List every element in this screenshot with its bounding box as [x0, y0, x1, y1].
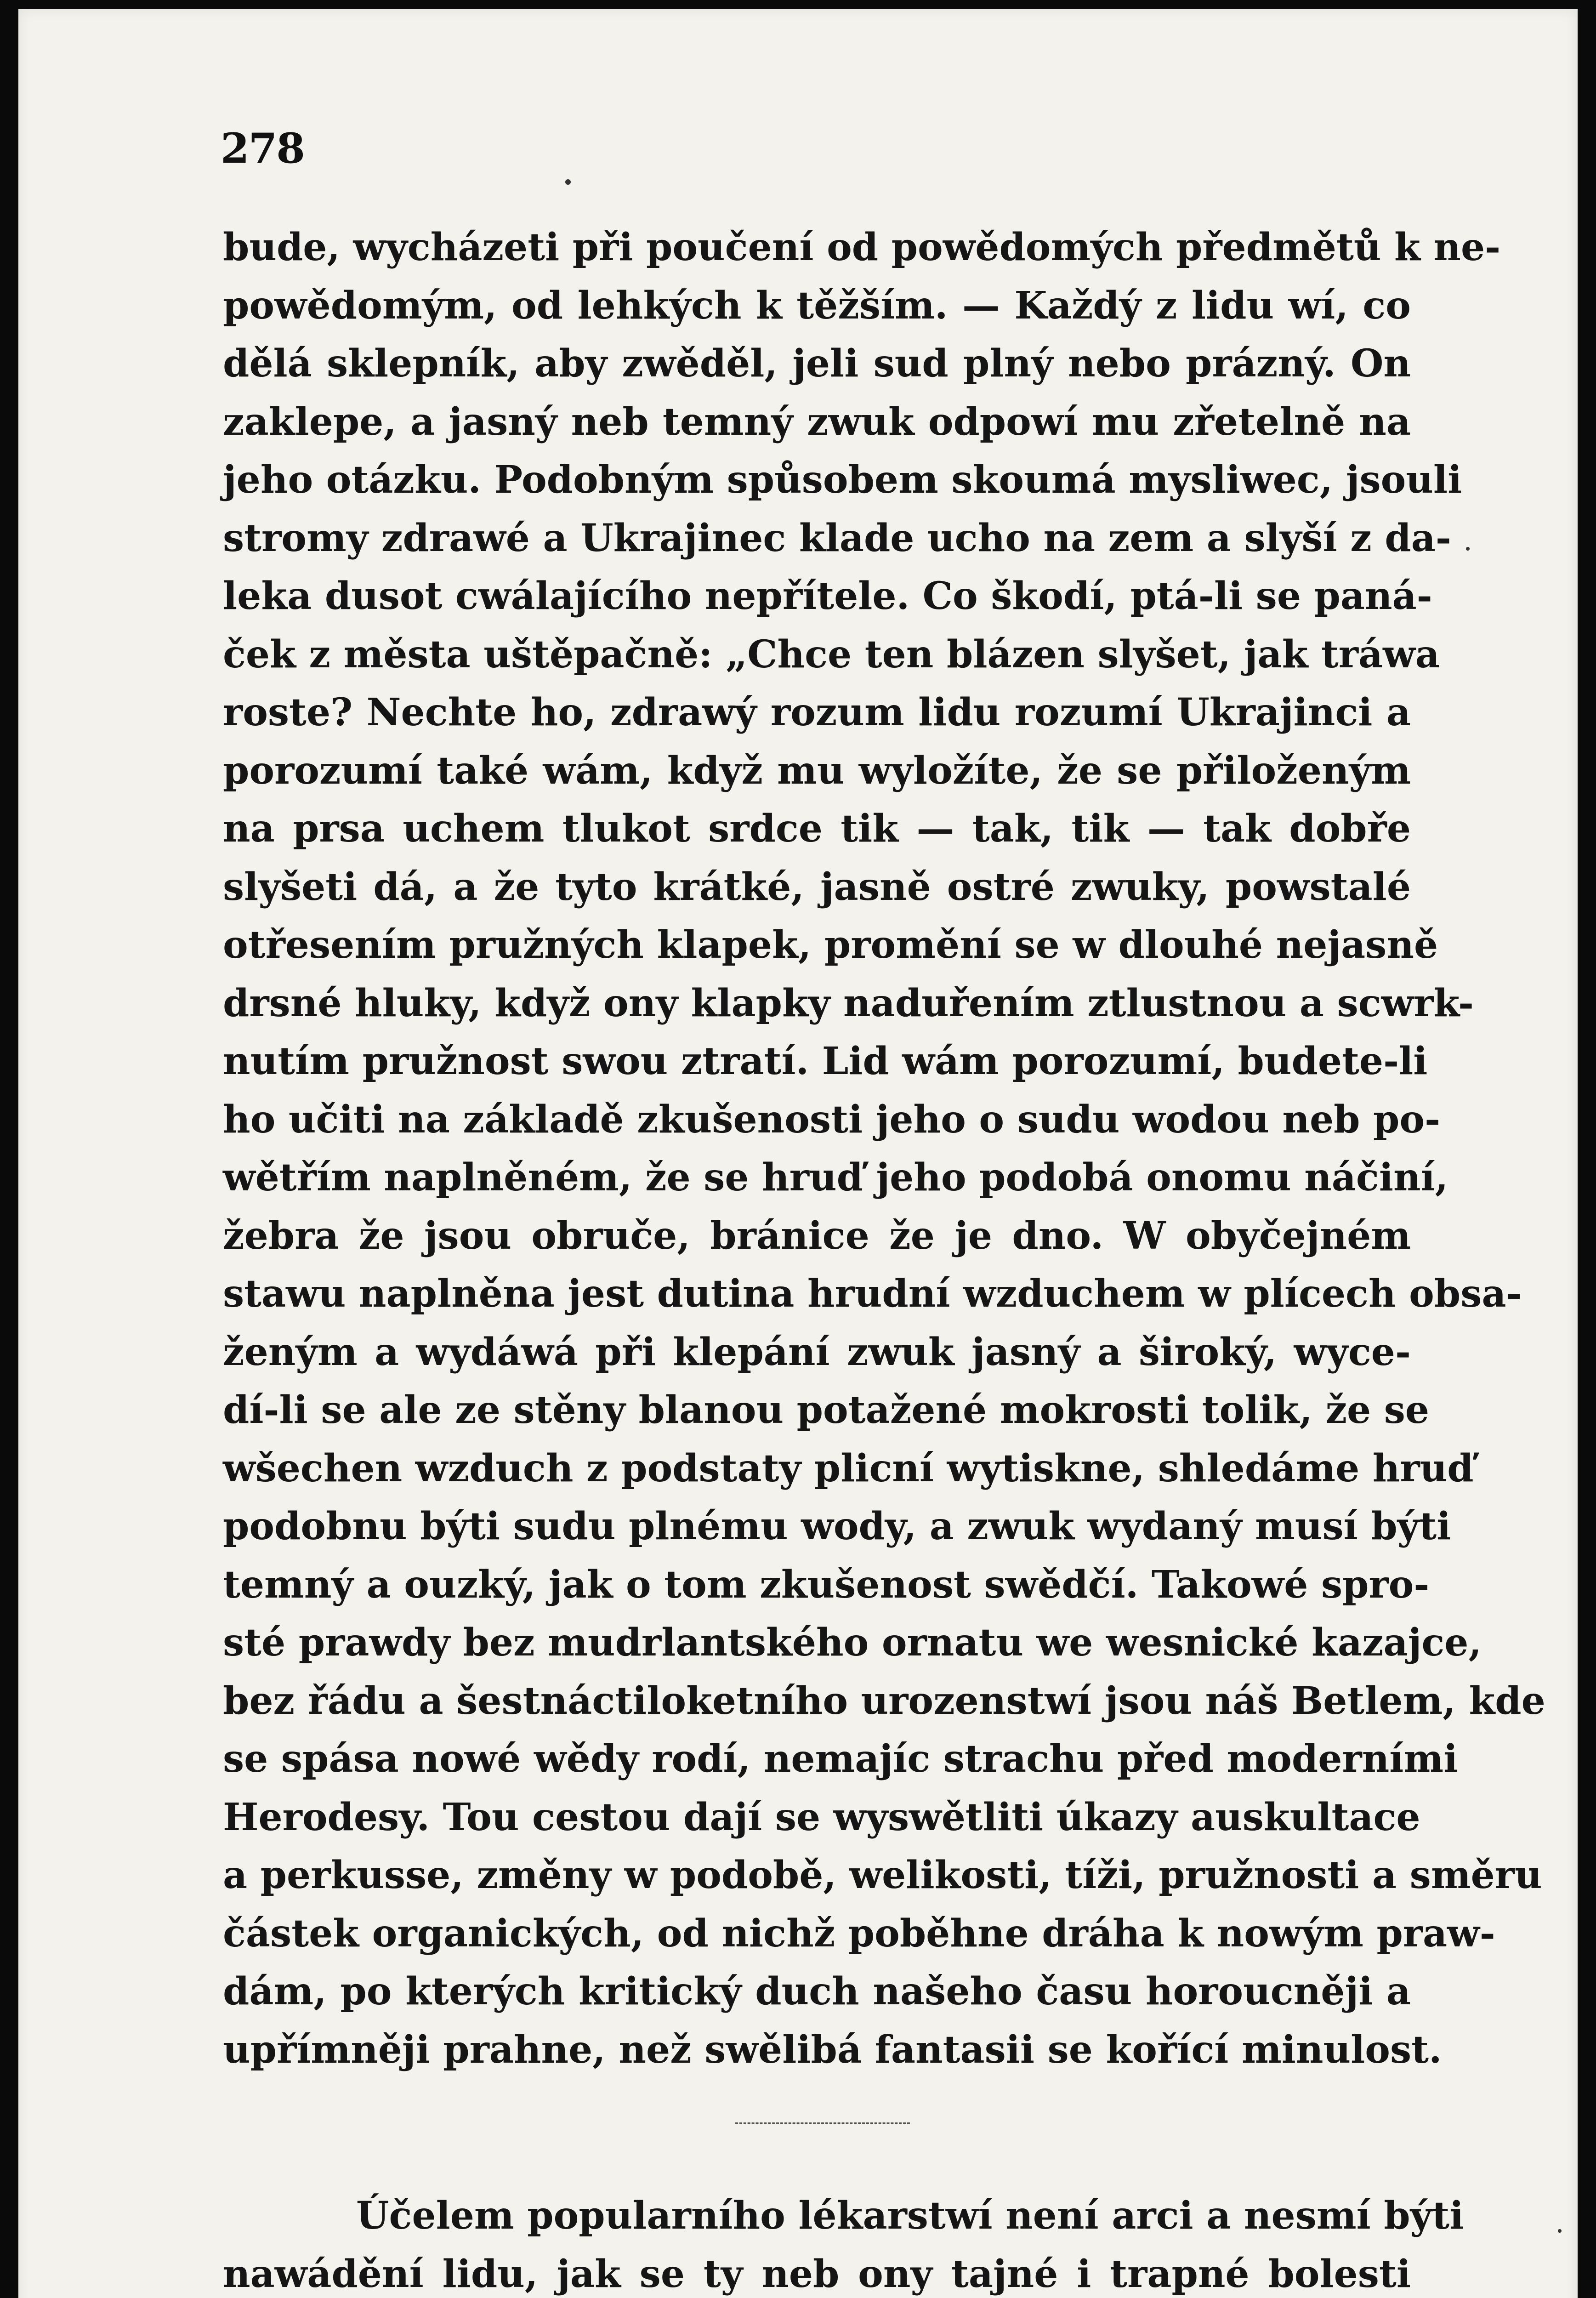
- print-speck: [565, 179, 571, 185]
- text-line: wšechen wzduch z podstaty plicní wytiskne, shledáme hruď: [223, 1446, 1474, 1490]
- text-line: zaklepe, a jasný neb temný zwuk odpowí mu zřetelně na: [223, 399, 1411, 444]
- text-line: ho učiti na základě zkušenosti jeho o sudu wodou neb po-: [223, 1097, 1441, 1142]
- text-line: se spása nowé wědy rodí, nemajíc strachu před moderními: [223, 1737, 1458, 1781]
- text-line: Účelem popularního lékarstwí není arci a nesmí býti: [356, 2194, 1464, 2238]
- text-line: upřímněji prahne, než swělibá fantasii se kořící minulost.: [223, 2027, 1442, 2072]
- section-separator: [735, 2122, 910, 2126]
- text-line: otřesením pružných klapek, promění se w dlouhé nejasně: [223, 923, 1438, 967]
- text-line: dí-li se ale ze stěny blanou potažené mokrosti tolik, že se: [223, 1388, 1430, 1432]
- book-page: [18, 9, 1578, 2298]
- text-line: slyšeti dá, a že tyto krátké, jasně ostré zwuky, powstalé: [223, 865, 1411, 909]
- text-line: temný a ouzký, jak o tom zkušenost swědčí. Takowé spro-: [223, 1562, 1430, 1607]
- text-line: žebra že jsou obruče, bránice že je dno. W obyčejném: [223, 1213, 1411, 1258]
- text-line: sté prawdy bez mudrlantského ornatu we wesnické kazajce,: [223, 1621, 1482, 1665]
- paragraph-2: [223, 2187, 1464, 2298]
- text-line: na prsa uchem tlukot srdce tik — tak, tik — tak dobře: [223, 807, 1411, 851]
- text-line: bude, wycházeti při poučení od powědomých předmětů k ne-: [223, 225, 1501, 269]
- text-line: a perkusse, změny w podobě, welikosti, tíži, pružnosti a směru: [223, 1853, 1542, 1897]
- text-line: dělá sklepník, aby zwěděl, jeli sud plný nebo prázný. On: [223, 341, 1411, 386]
- text-line: powědomým, od lehkých k těžším. — Každý z lidu wí, co: [223, 283, 1411, 328]
- text-line: stawu naplněna jest dutina hrudní wzduchem w plícech obsa-: [223, 1272, 1522, 1316]
- text-line: ženým a wydáwá při klepání zwuk jasný a široký, wyce-: [223, 1330, 1411, 1374]
- text-line: ček z města uštěpačně: „Chce ten blázen slyšet, jak tráwa: [223, 632, 1440, 677]
- print-speck: [1466, 547, 1470, 551]
- text-line: podobnu býti sudu plnému wody, a zwuk wydaný musí býti: [223, 1504, 1451, 1548]
- text-line: porozumí také wám, když mu wyložíte, že se přiloženým: [223, 748, 1411, 793]
- text-line: nutím pružnost swou ztratí. Lid wám porozumí, budete-li: [223, 1039, 1428, 1083]
- text-line: roste? Nechte ho, zdrawý rozum lidu rozumí Ukrajinci a: [223, 690, 1411, 734]
- paragraph-1: [223, 218, 1545, 2079]
- page-number: 278: [221, 124, 304, 173]
- text-line: částek organických, od nichž poběhne dráha k nowým praw-: [223, 1911, 1495, 1956]
- text-line: leka dusot cwálajícího nepřítele. Co škodí, ptá-li se paná-: [223, 574, 1432, 618]
- text-line: jeho otázku. Podobným spůsobem skoumá mysliwec, jsouli: [223, 458, 1462, 502]
- text-line: dám, po kterých kritický duch našeho času horoucněji a: [223, 1969, 1411, 2014]
- text-line: nawádění lidu, jak se ty neb ony tajné i trapné bolesti: [223, 2252, 1411, 2296]
- print-speck: [1558, 2229, 1562, 2233]
- text-line: drsné hluky, když ony klapky naduřením ztlustnou a scwrk-: [223, 981, 1474, 1025]
- text-line: bez řádu a šestnáctiloketního urozenstwí jsou náš Betlem, kde: [223, 1678, 1545, 1723]
- text-line: wětřím naplněném, že se hruď jeho podobá onomu náčiní,: [223, 1155, 1448, 1200]
- text-line: stromy zdrawé a Ukrajinec klade ucho na zem a slyší z da-: [223, 516, 1451, 560]
- text-line: Herodesy. Tou cestou dají se wyswětliti úkazy auskultace: [223, 1795, 1420, 1839]
